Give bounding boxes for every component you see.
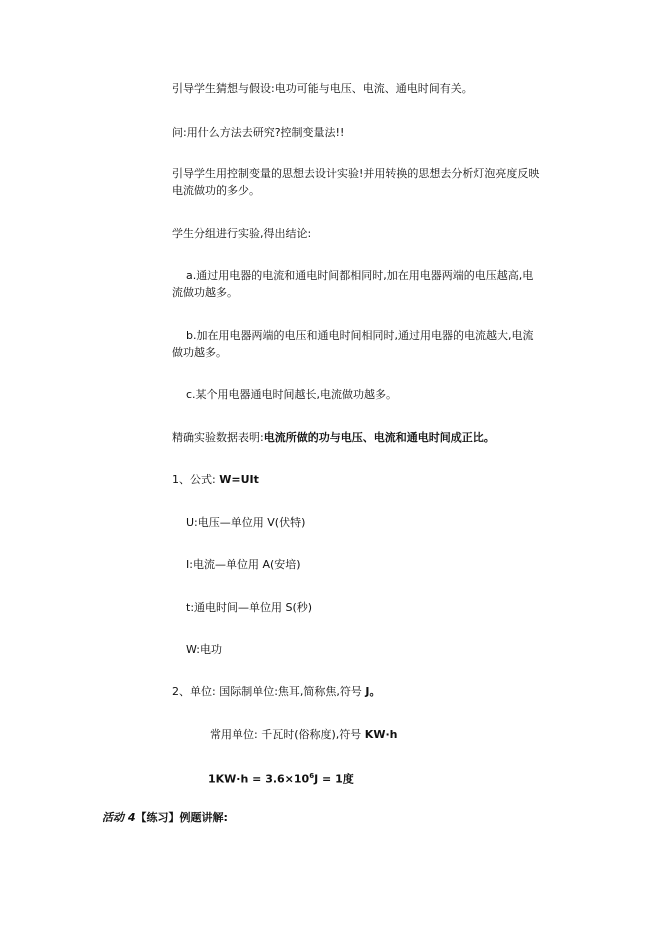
conclusion-a-line-2: 流做功越多。: [172, 286, 238, 299]
hypothesis-text: 引导学生猜想与假设:电功可能与电压、电流、通电时间有关。: [172, 82, 473, 95]
conclusion-b-line-1: b.加在用电器两端的电压和通电时间相同时,通过用电器的电流越大,电流: [186, 329, 534, 342]
current-definition: I:电流—单位用 A(安培): [186, 558, 301, 571]
conclusion-c: c.某个用电器通电时间越长,电流做功越多。: [186, 388, 398, 401]
precise-conclusion: [172, 430, 495, 446]
unit-symbol: J。: [365, 685, 381, 698]
conversion-end: J = 1度: [314, 772, 354, 786]
experiment-intro: 学生分组进行实验,得出结论:: [172, 227, 312, 240]
conclusion-a-line-1: a.通过用电器的电流和通电时间都相同时,加在用电器两端的电压越高,电: [186, 269, 534, 282]
precise-conclusion-statement: 电流所做的功与电压、电流和通电时间成正比。: [263, 431, 495, 444]
unit-heading: [172, 684, 381, 700]
conversion-main: 1KW·h = 3.6×10: [208, 772, 310, 786]
conversion-exponent: 6: [309, 772, 315, 780]
voltage-definition: U:电压—单位用 V(伏特): [186, 516, 306, 529]
design-text-line-1: 引导学生用控制变量的思想去设计实验!并用转换的思想去分析灯泡亮度反映: [172, 167, 540, 180]
formula-heading: [172, 472, 259, 488]
formula-expression: W=UIt: [219, 473, 259, 486]
activity-label: 活动 4: [102, 811, 136, 824]
precise-conclusion-prefix: 精确实验数据表明:: [172, 431, 264, 444]
common-unit-symbol: KW·h: [364, 728, 398, 741]
common-unit: [210, 727, 397, 743]
unit-prefix: 2、单位: 国际制单位:焦耳,简称焦,符号: [172, 685, 362, 698]
formula-prefix: 1、公式:: [172, 473, 216, 486]
conclusion-b-line-2: 做功越多。: [172, 346, 227, 359]
work-definition: W:电功: [186, 643, 222, 656]
method-question: 问:用什么方法去研究?控制变量法!!: [172, 126, 345, 139]
activity-text: 【练习】例题讲解:: [135, 811, 228, 824]
activity-heading: [102, 810, 228, 826]
unit-conversion: [208, 768, 354, 788]
common-unit-prefix: 常用单位: 千瓦时(俗称度),符号: [210, 728, 362, 741]
design-text-line-2: 电流做功的多少。: [172, 184, 260, 197]
time-definition: t:通电时间—单位用 S(秒): [186, 601, 313, 614]
